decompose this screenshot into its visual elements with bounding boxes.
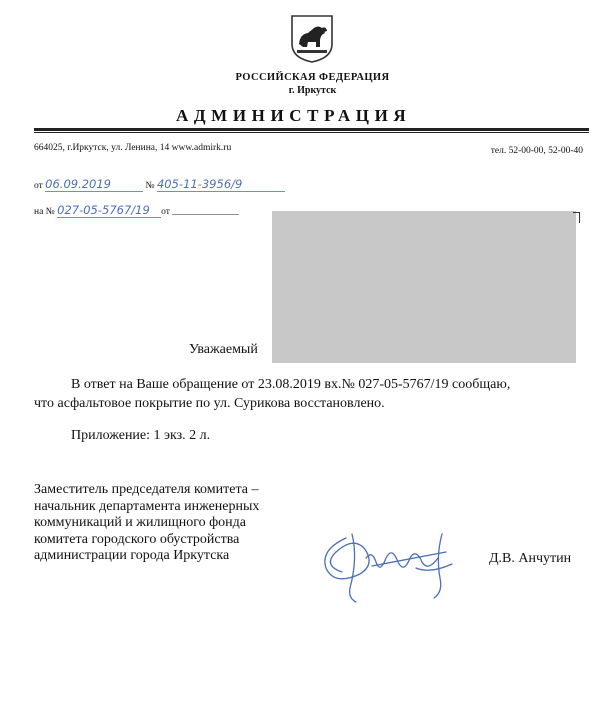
greeting: Уважаемый [189, 342, 258, 357]
country-title: РОССИЙСКАЯ ФЕДЕРАЦИЯ [235, 72, 390, 83]
city-crest-emblem [290, 14, 334, 64]
reply-from-blank: ______________ [172, 207, 239, 217]
city-title: г. Иркутск [288, 85, 337, 96]
organization-title: АДМИНИСТРАЦИЯ [176, 106, 412, 125]
body-line-2: что асфальтовое покрытие по ул. Сурикова восстановлено. [34, 396, 385, 411]
phone-line: тел. 52-00-00, 52-00-40 [490, 146, 583, 156]
position-line: администрации города Иркутска [34, 548, 230, 563]
number-label: № [145, 181, 155, 191]
reply-number-label: на № [34, 207, 55, 217]
redacted-recipient-block [272, 211, 576, 363]
position-line: Заместитель председателя комитета – [34, 482, 259, 497]
from-label: от [34, 181, 43, 191]
position-line: коммуникаций и жилищного фонда [34, 515, 247, 530]
position-line: начальник департамента инженерных [34, 498, 260, 514]
outgoing-date-handwritten: 06.09.2019 [45, 177, 143, 192]
header-divider-thick [34, 128, 589, 131]
body-line-1: В ответ на Ваше обращение от 23.08.2019 вх.№ 027-05-5767/19 сообщаю, [71, 377, 511, 392]
outgoing-registration [34, 177, 285, 192]
signatory-name: Д.В. Анчутин [489, 551, 572, 566]
signatory-position [34, 482, 259, 565]
outgoing-number-handwritten: 405-11-3956/9 [157, 177, 285, 192]
reply-from-label: от [161, 207, 170, 217]
position-line: комитета городского обустройства [34, 531, 240, 547]
address-line: 664025, г.Иркутск, ул. Ленина, 14 www.admirk.ru [34, 143, 232, 153]
incoming-number-handwritten: 027-05-5767/19 [57, 203, 161, 218]
attachment-note: Приложение: 1 экз. 2 л. [71, 428, 211, 443]
letter-body [34, 375, 586, 413]
header-divider-thin [34, 132, 589, 133]
incoming-registration [34, 203, 239, 218]
handwritten-signature [312, 528, 472, 606]
addressee-corner-mark [573, 212, 580, 223]
